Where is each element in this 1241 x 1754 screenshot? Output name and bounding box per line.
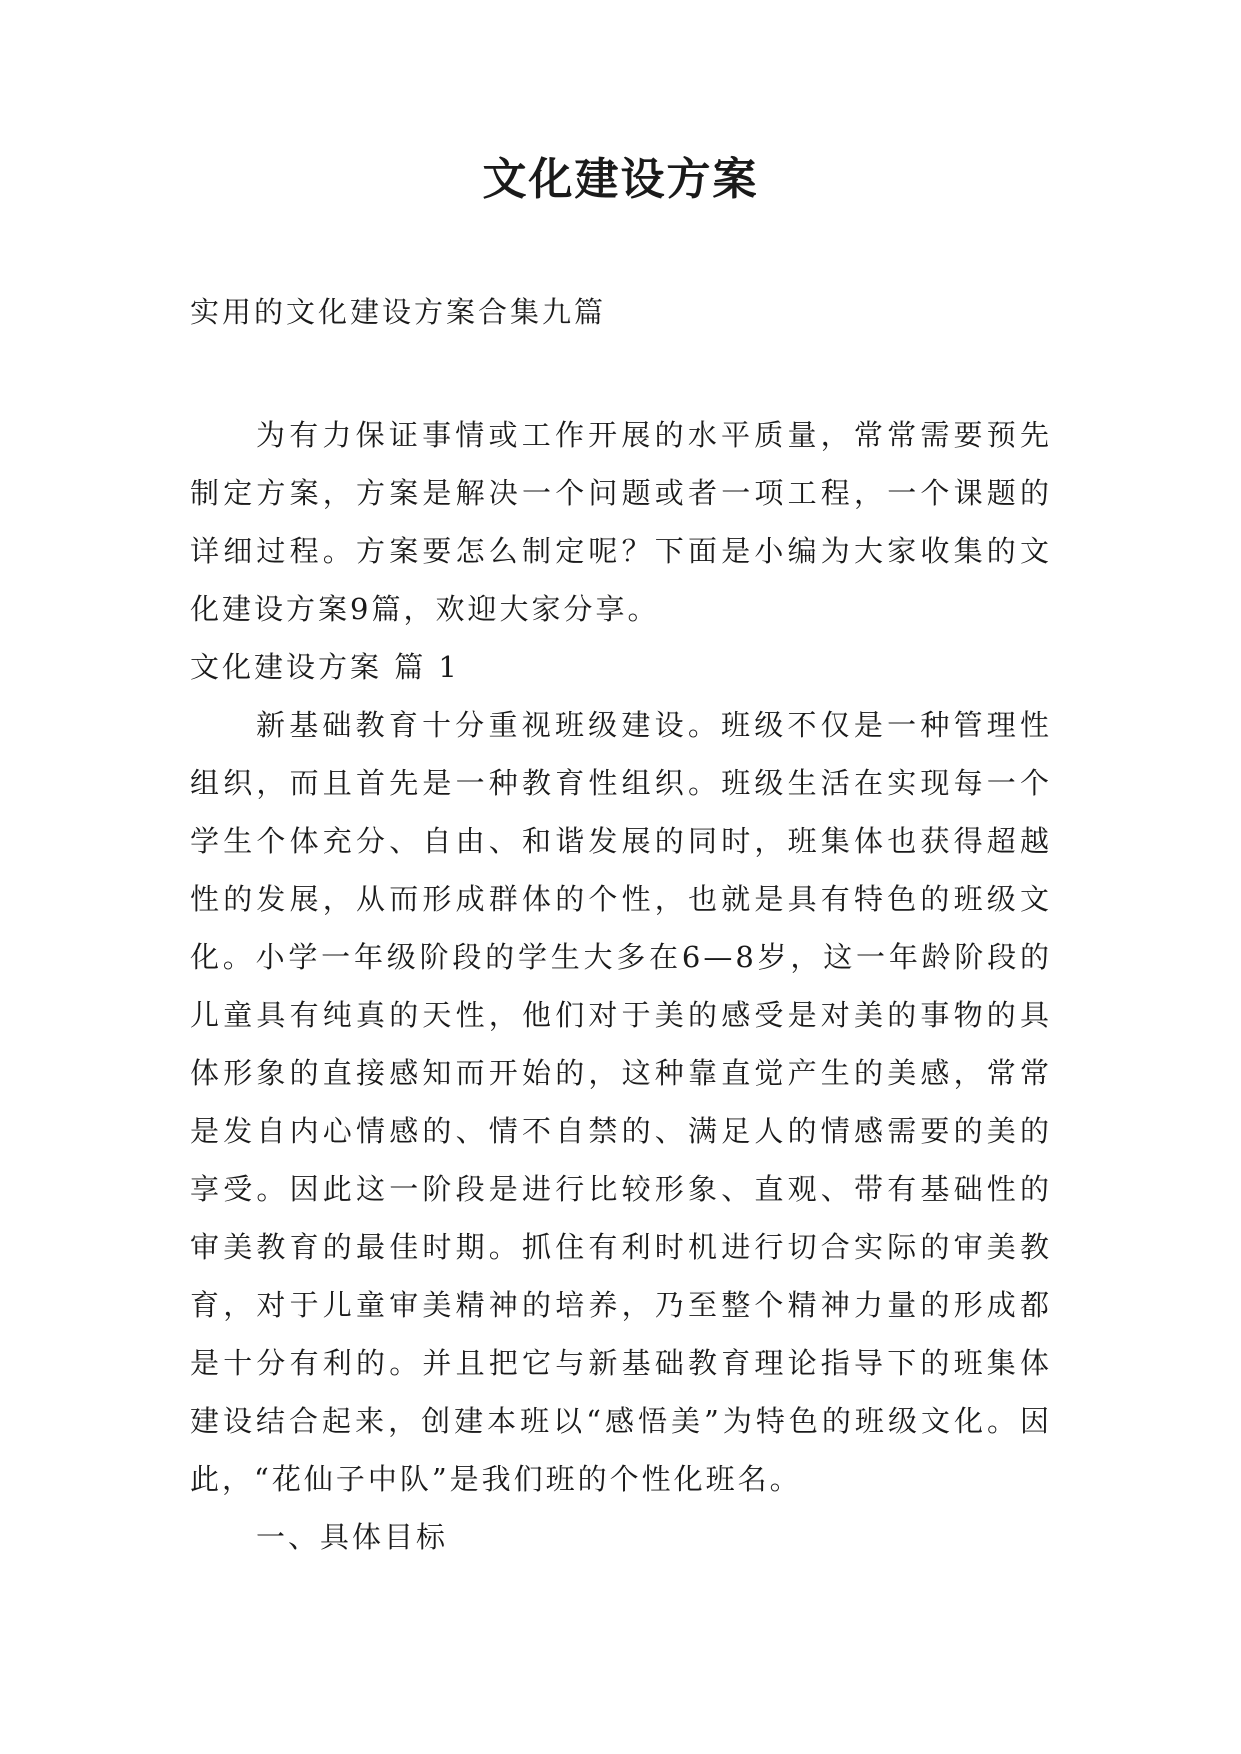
document-subtitle: 实用的文化建设方案合集九篇	[190, 295, 607, 329]
document-body	[190, 406, 1052, 1566]
section-subheading: 一、具体目标	[256, 1520, 449, 1554]
section-paragraph: 新基础教育十分重视班级建设。班级不仅是一种管理性组织，而且首先是一种教育性组织。班级生活在实现每一个学生个体充分、自由、和谐发展的同时，班集体也获得超越性的发展，从而形成群体的个性，也就是具有特色的班级文化。小学一年级阶段的学生大多在6—8岁，这一年龄阶段的儿童具有纯真的天性，他们对于美的感受是对美的事物的具体形象的直接感知而开始的，这种靠直觉产生的美感，常常是发自内心情感的、情不自禁的、满足人的情感需要的美的享受。因此这一阶段是进行比较形象、直观、带有基础性的审美教育的最佳时期。抓住有利时机进行切合实际的审美教育，对于儿童审美精神的培养，乃至整个精神力量的形成都是十分有利的。并且把它与新基础教育理论指导下的班集体建设结合起来，创建本班以“感悟美”为特色的班级文化。因此，“花仙子中队”是我们班的个性化班名。	[190, 708, 1052, 1496]
intro-paragraph: 为有力保证事情或工作开展的水平质量，常常需要预先制定方案，方案是解决一个问题或者一项工程，一个课题的详细过程。方案要怎么制定呢？下面是小编为大家收集的文化建设方案9篇，欢迎大家分享。	[190, 418, 1052, 626]
document-title: 文化建设方案	[482, 154, 759, 205]
section-heading: 文化建设方案 篇 1	[190, 650, 460, 684]
